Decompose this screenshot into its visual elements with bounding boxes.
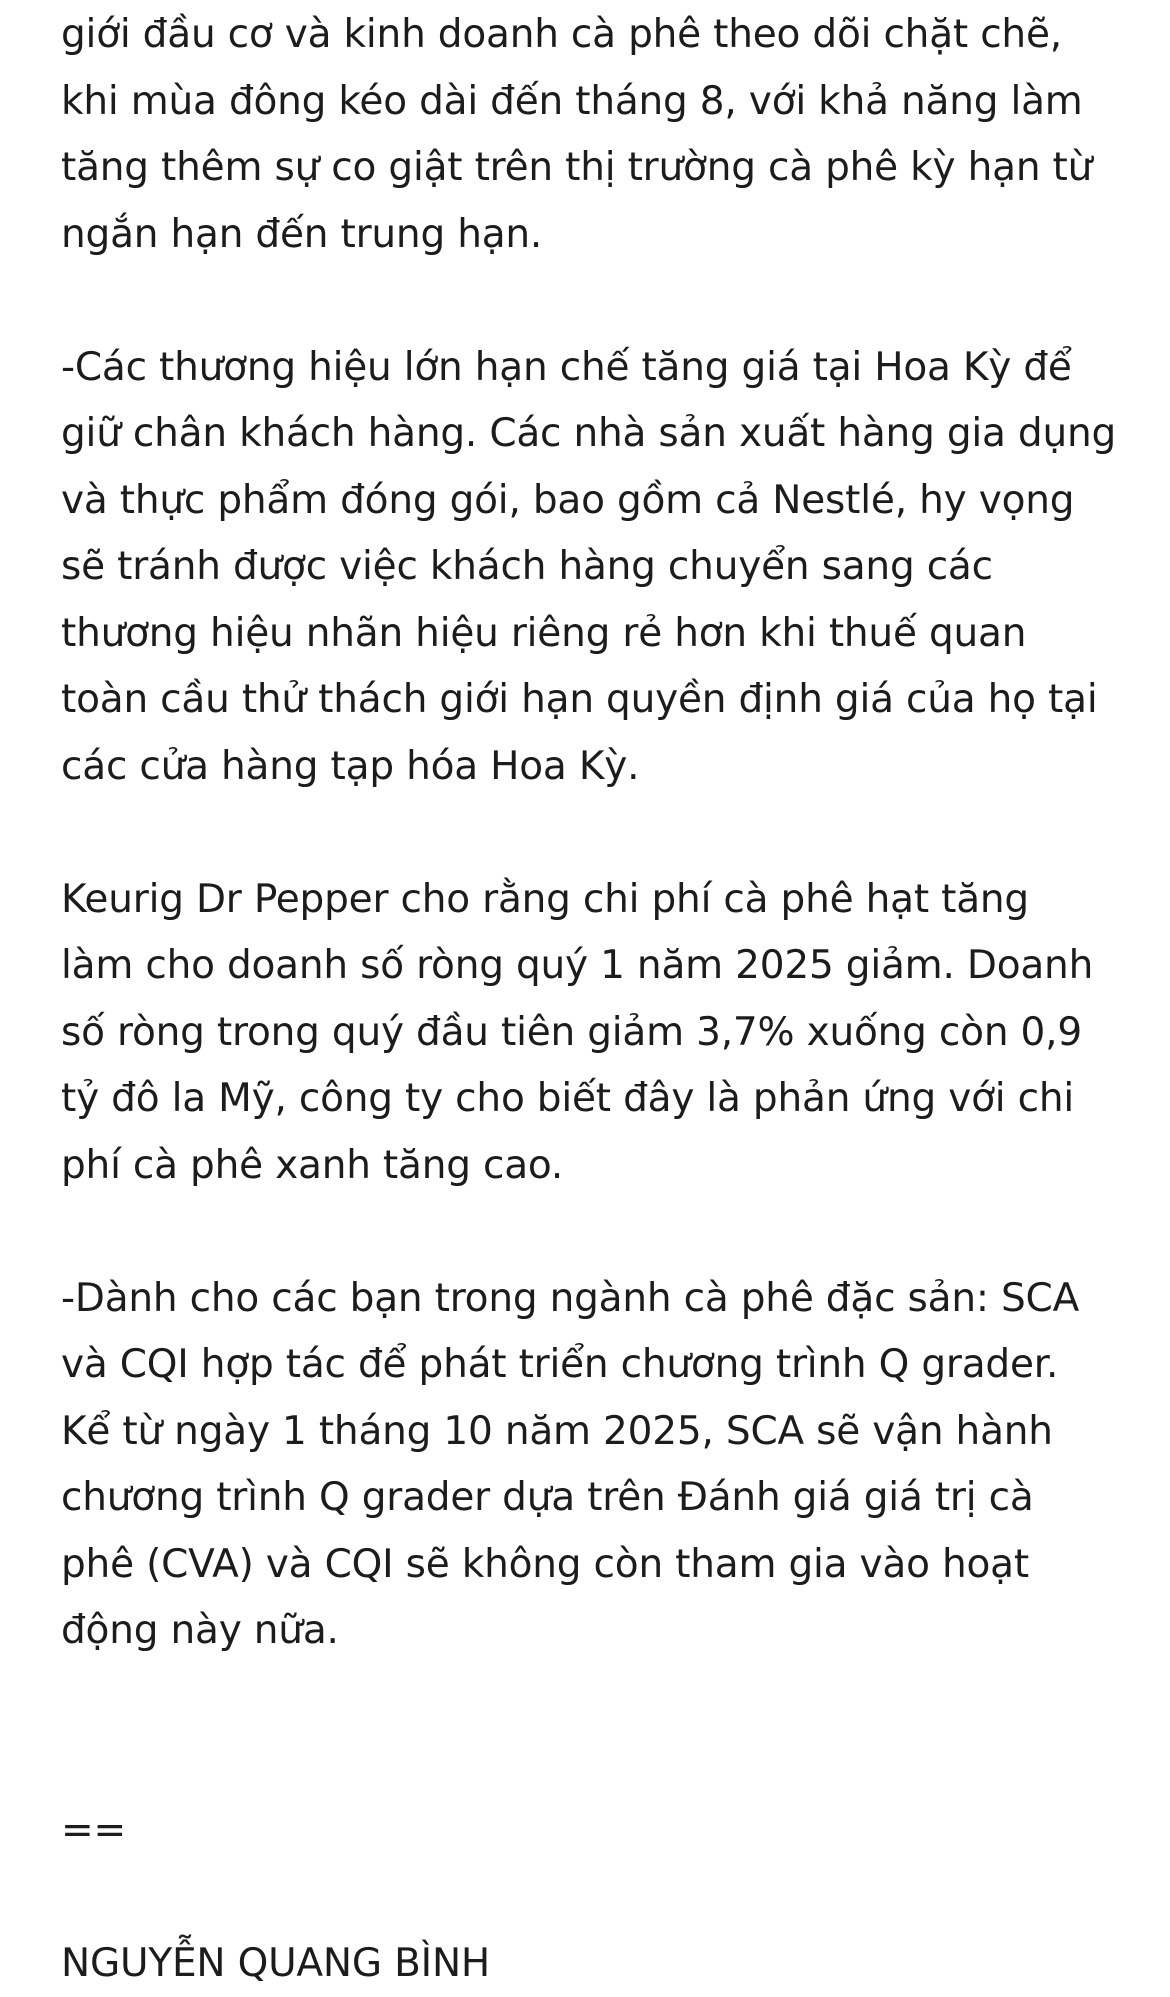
author-signature <box>61 1931 1121 1997</box>
article-body <box>61 2 1121 1997</box>
text-line: và CQI hợp tác để phát triển chương trình Q grader. <box>61 1332 1121 1399</box>
text-line: và thực phẩm đóng gói, bao gồm cả Nestlé, hy vọng <box>61 468 1121 535</box>
text-line: số ròng trong quý đầu tiên giảm 3,7% xuống còn 0,9 <box>61 1000 1121 1067</box>
text-line: động này nữa. <box>61 1598 1121 1665</box>
text-line: Kể từ ngày 1 tháng 10 năm 2025, SCA sẽ vận hành <box>61 1399 1121 1466</box>
separator-text: == <box>61 1798 1121 1865</box>
paragraph-us-brands <box>61 335 1121 801</box>
paragraph-spacer <box>61 1199 1121 1266</box>
text-line: các cửa hàng tạp hóa Hoa Kỳ. <box>61 734 1121 801</box>
text-line: phê (CVA) và CQI sẽ không còn tham gia vào hoạt <box>61 1532 1121 1599</box>
text-line: -Các thương hiệu lớn hạn chế tăng giá tại Hoa Kỳ để <box>61 335 1121 402</box>
text-line: Keurig Dr Pepper cho rằng chi phí cà phê hạt tăng <box>61 867 1121 934</box>
paragraph-coffee-futures <box>61 2 1121 268</box>
text-line: phí cà phê xanh tăng cao. <box>61 1133 1121 1200</box>
text-line: làm cho doanh số ròng quý 1 năm 2025 giảm. Doanh <box>61 933 1121 1000</box>
text-line: sẽ tránh được việc khách hàng chuyển sang các <box>61 534 1121 601</box>
text-line: chương trình Q grader dựa trên Đánh giá giá trị cà <box>61 1465 1121 1532</box>
paragraph-spacer <box>61 1731 1121 1798</box>
paragraph-spacer <box>61 800 1121 867</box>
paragraph-spacer <box>61 1864 1121 1931</box>
text-line: giới đầu cơ và kinh doanh cà phê theo dõi chặt chẽ, <box>61 2 1121 69</box>
text-line: giữ chân khách hàng. Các nhà sản xuất hàng gia dụng <box>61 401 1121 468</box>
text-line: toàn cầu thử thách giới hạn quyền định giá của họ tại <box>61 667 1121 734</box>
paragraph-spacer <box>61 1665 1121 1732</box>
paragraph-keurig <box>61 867 1121 1200</box>
text-line: -Dành cho các bạn trong ngành cà phê đặc sản: SCA <box>61 1266 1121 1333</box>
paragraph-sca-cqi <box>61 1266 1121 1665</box>
text-line: tăng thêm sự co giật trên thị trường cà phê kỳ hạn từ <box>61 135 1121 202</box>
paragraph-spacer <box>61 268 1121 335</box>
text-line: khi mùa đông kéo dài đến tháng 8, với khả năng làm <box>61 69 1121 136</box>
text-line: tỷ đô la Mỹ, công ty cho biết đây là phản ứng với chi <box>61 1066 1121 1133</box>
author-name: NGUYỄN QUANG BÌNH <box>61 1931 1121 1997</box>
separator-line <box>61 1798 1121 1865</box>
text-line: ngắn hạn đến trung hạn. <box>61 202 1121 269</box>
text-line: thương hiệu nhãn hiệu riêng rẻ hơn khi thuế quan <box>61 601 1121 668</box>
